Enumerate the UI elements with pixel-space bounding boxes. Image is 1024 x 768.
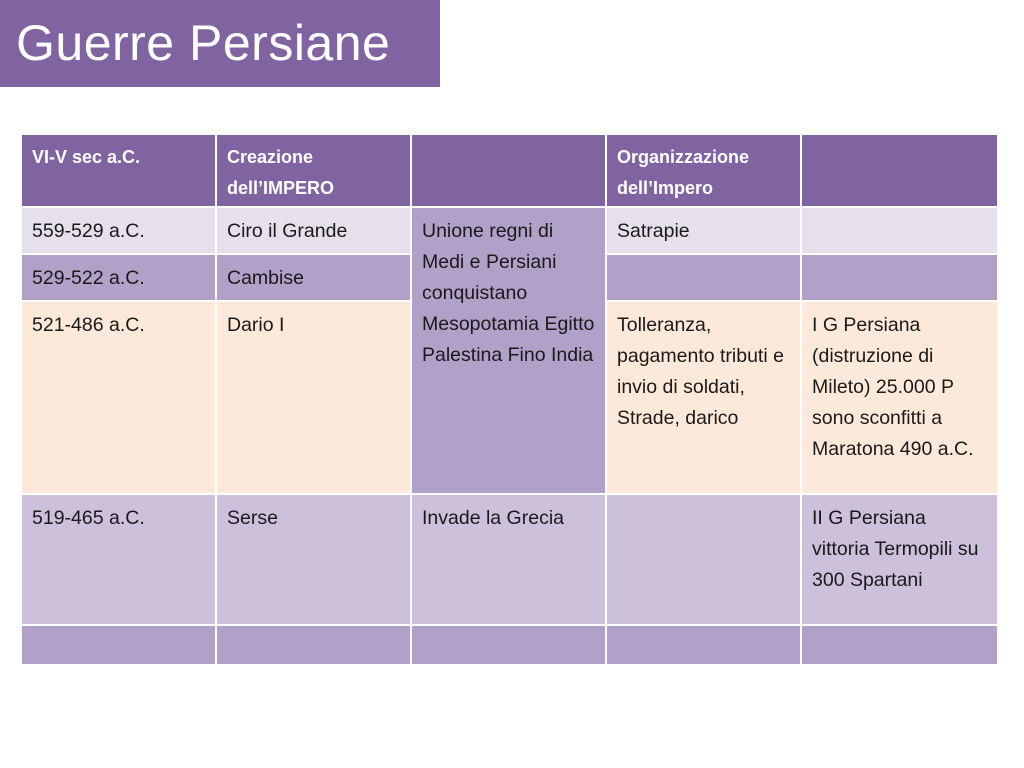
table-cell-ruler: Serse [216, 494, 411, 625]
history-table [20, 133, 999, 666]
table-cell-empty [801, 625, 998, 665]
table-cell-date: 529-522 a.C. [21, 254, 216, 301]
table-cell-empty [606, 625, 801, 665]
table-cell-empty [411, 625, 606, 665]
table-cell-war: II G Persiana vittoria Termopili su 300 Spartani [801, 494, 998, 625]
table-cell-war: I G Persiana (distruzione di Mileto) 25.000 P sono sconfitti a Maratona 490 a.C. [801, 301, 998, 494]
table-cell-ruler: Cambise [216, 254, 411, 301]
table-cell-organization: Satrapie [606, 207, 801, 254]
table-cell-date: 519-465 a.C. [21, 494, 216, 625]
table-cell-empty [216, 625, 411, 665]
table-cell-empty [21, 625, 216, 665]
title-banner [0, 0, 440, 87]
table-cell-war [801, 207, 998, 254]
table-cell-empire-union: Invade la Grecia [411, 494, 606, 625]
table-row [21, 207, 998, 254]
table-header-row [21, 134, 998, 207]
table-row [21, 625, 998, 665]
table-cell-organization [606, 494, 801, 625]
header-cell-organization: Organizzazione dell’Impero [606, 134, 801, 207]
table-cell-ruler: Ciro il Grande [216, 207, 411, 254]
table-cell-organization [606, 254, 801, 301]
table-row [21, 494, 998, 625]
table-cell-date: 521-486 a.C. [21, 301, 216, 494]
table-cell-organization: Tolleranza, pagamento tributi e invio di soldati, Strade, darico [606, 301, 801, 494]
table-cell-war [801, 254, 998, 301]
header-cell-period: VI-V sec a.C. [21, 134, 216, 207]
table-cell-date: 559-529 a.C. [21, 207, 216, 254]
header-cell-empty [411, 134, 606, 207]
page-title: Guerre Persiane [16, 15, 391, 71]
table-cell-ruler: Dario I [216, 301, 411, 494]
header-cell-empty [801, 134, 998, 207]
table-cell-empire-union: Unione regni di Medi e Persiani conquistano Mesopotamia Egitto Palestina Fino India [411, 207, 606, 494]
header-cell-creation: Creazione dell’IMPERO [216, 134, 411, 207]
